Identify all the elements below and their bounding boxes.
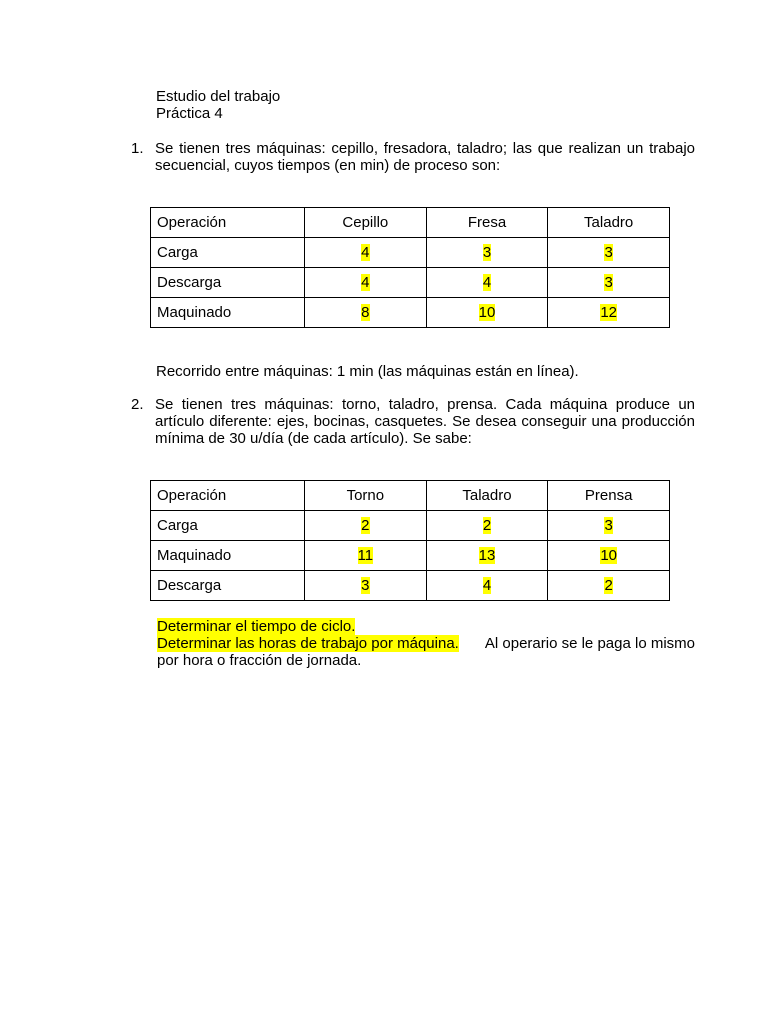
highlighted-value: 4 xyxy=(482,274,492,291)
highlighted-value: 4 xyxy=(482,577,492,594)
value-cell xyxy=(305,268,427,298)
header-cell: Taladro xyxy=(426,481,548,511)
highlighted-value: 3 xyxy=(482,244,492,261)
value-cell xyxy=(426,541,548,571)
value-cell xyxy=(548,268,670,298)
value-cell xyxy=(548,511,670,541)
problem-2-tasks xyxy=(157,618,695,669)
table-header-row xyxy=(151,481,670,511)
value-cell xyxy=(426,298,548,328)
value-cell xyxy=(305,571,427,601)
table-row xyxy=(151,511,670,541)
highlighted-value: 10 xyxy=(478,304,496,321)
header-cell: Cepillo xyxy=(305,208,427,238)
header-cell: Fresa xyxy=(426,208,548,238)
table-row xyxy=(151,268,670,298)
highlighted-value: 11 xyxy=(357,547,374,564)
task-line-3: por hora o fracción de jornada. xyxy=(157,652,362,669)
highlighted-value: 13 xyxy=(478,547,496,564)
highlighted-value: 4 xyxy=(361,274,370,291)
header-cell: Prensa xyxy=(548,481,670,511)
value-cell xyxy=(426,571,548,601)
highlighted-value: 2 xyxy=(482,517,492,534)
problem-2-table xyxy=(150,480,670,601)
value-cell xyxy=(426,511,548,541)
row-label: Descarga xyxy=(151,571,305,601)
row-label: Carga xyxy=(151,511,305,541)
highlighted-value: 3 xyxy=(604,244,613,261)
highlighted-value: 3 xyxy=(604,274,613,291)
highlighted-value: 3 xyxy=(604,517,613,534)
problem-1-text: Se tienen tres máquinas: cepillo, fresadora, taladro; las que realizan un trabajo secuencial, cuyos tiempos (en min) de proceso son: xyxy=(155,140,695,174)
highlighted-value: 3 xyxy=(361,577,370,594)
task-cycle-time: Determinar el tiempo de ciclo. xyxy=(157,618,356,635)
table-header-row xyxy=(151,208,670,238)
value-cell xyxy=(426,238,548,268)
header-cell: Operación xyxy=(151,481,305,511)
value-cell xyxy=(426,268,548,298)
value-cell xyxy=(548,238,670,268)
task-line-1 xyxy=(157,618,695,635)
table-row xyxy=(151,541,670,571)
highlighted-value: 2 xyxy=(361,517,370,534)
header-cell: Operación xyxy=(151,208,305,238)
value-cell xyxy=(548,541,670,571)
highlighted-value: 2 xyxy=(604,577,613,594)
row-label: Descarga xyxy=(151,268,305,298)
value-cell xyxy=(305,298,427,328)
row-label: Carga xyxy=(151,238,305,268)
value-cell xyxy=(548,571,670,601)
header-cell: Torno xyxy=(305,481,427,511)
value-cell xyxy=(548,298,670,328)
header-cell: Taladro xyxy=(548,208,670,238)
problem-1-table xyxy=(150,207,670,328)
value-cell xyxy=(305,238,427,268)
problem-2-number: 2. xyxy=(131,396,144,413)
task-payment-note: Al operario se le paga lo mismo xyxy=(481,635,695,652)
row-label: Maquinado xyxy=(151,298,305,328)
value-cell xyxy=(305,541,427,571)
highlighted-value: 10 xyxy=(600,547,617,564)
task-line-2 xyxy=(157,635,695,652)
row-label: Maquinado xyxy=(151,541,305,571)
practice-title: Práctica 4 xyxy=(156,105,223,122)
problem-1-note: Recorrido entre máquinas: 1 min (las máquinas están en línea). xyxy=(156,363,579,380)
table-row xyxy=(151,571,670,601)
task-hours-per-machine: Determinar las horas de trabajo por máquina. xyxy=(157,635,459,652)
highlighted-value: 12 xyxy=(600,304,617,321)
course-title: Estudio del trabajo xyxy=(156,88,281,105)
highlighted-value: 8 xyxy=(361,304,370,321)
table-row xyxy=(151,298,670,328)
problem-1-number: 1. xyxy=(131,140,144,157)
problem-2-text: Se tienen tres máquinas: torno, taladro, prensa. Cada máquina produce un artículo diferente: ejes, bocinas, casquetes. Se desea conseguir una producción mínima de 30 u/día (de cada artículo). Se sabe: xyxy=(155,396,695,447)
table-row xyxy=(151,238,670,268)
highlighted-value: 4 xyxy=(361,244,370,261)
value-cell xyxy=(305,511,427,541)
